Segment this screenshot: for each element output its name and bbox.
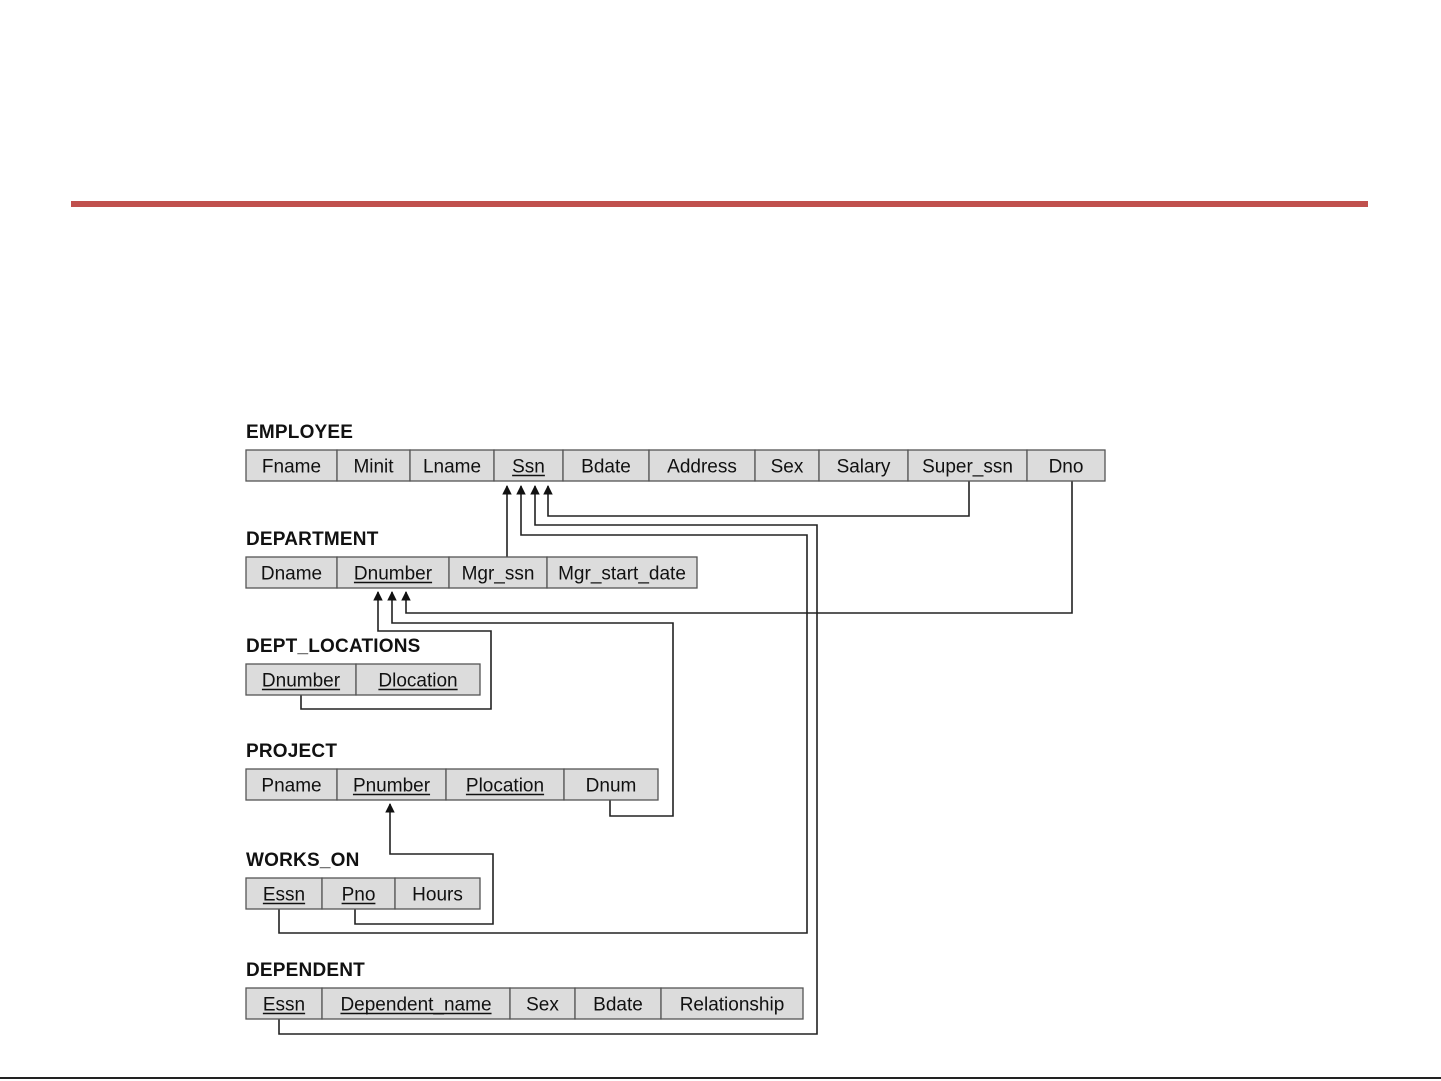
attribute-label: Salary	[836, 456, 891, 478]
attribute-label: Dname	[260, 563, 323, 585]
attribute-label: Dnumber	[261, 670, 341, 692]
table-employee	[246, 422, 1105, 481]
table-name: WORKS_ON	[246, 850, 360, 871]
attribute-label: Mgr_start_date	[558, 563, 686, 585]
attribute-label: Dlocation	[378, 670, 458, 692]
table-name: PROJECT	[246, 741, 338, 762]
attribute-label: Lname	[422, 456, 482, 478]
attribute-label: Dno	[1048, 456, 1084, 478]
attribute-label: Essn	[262, 884, 306, 906]
attribute-label: Mgr_ssn	[461, 563, 535, 585]
attribute-label: Super_ssn	[922, 456, 1013, 478]
attribute-label: Sex	[770, 456, 804, 478]
attribute-label: Plocation	[465, 775, 545, 797]
table-department	[246, 529, 697, 588]
attribute-label: Essn	[262, 994, 306, 1016]
attribute-label: Pno	[341, 884, 376, 906]
table-name: DEPARTMENT	[246, 529, 379, 550]
attribute-label: Dnum	[585, 775, 637, 797]
attribute-label: Relationship	[679, 994, 785, 1016]
attribute-label: Sex	[526, 994, 559, 1016]
attribute-label: Fname	[261, 456, 322, 478]
table-name: DEPENDENT	[246, 960, 365, 981]
attribute-label: Ssn	[512, 456, 545, 478]
table-name: DEPT_LOCATIONS	[246, 636, 421, 657]
table-project	[246, 741, 658, 800]
fk-super-ssn-to-ssn	[548, 481, 969, 516]
attribute-label: Minit	[353, 456, 394, 478]
schema-tables	[246, 422, 1105, 1019]
attribute-label: Dnumber	[353, 563, 433, 585]
fk-dno-to-dnumber	[406, 481, 1072, 613]
attribute-label: Address	[667, 456, 737, 478]
table-works-on	[246, 850, 480, 909]
attribute-label: Bdate	[593, 994, 643, 1016]
attribute-label: Pnumber	[352, 775, 431, 797]
attribute-label: Hours	[412, 884, 463, 906]
table-dept-locations	[246, 636, 480, 695]
attribute-label: Pname	[261, 775, 322, 797]
table-name: EMPLOYEE	[246, 422, 354, 443]
attribute-label: Dependent_name	[340, 994, 492, 1016]
attribute-label: Bdate	[581, 456, 631, 478]
table-dependent	[246, 960, 803, 1019]
